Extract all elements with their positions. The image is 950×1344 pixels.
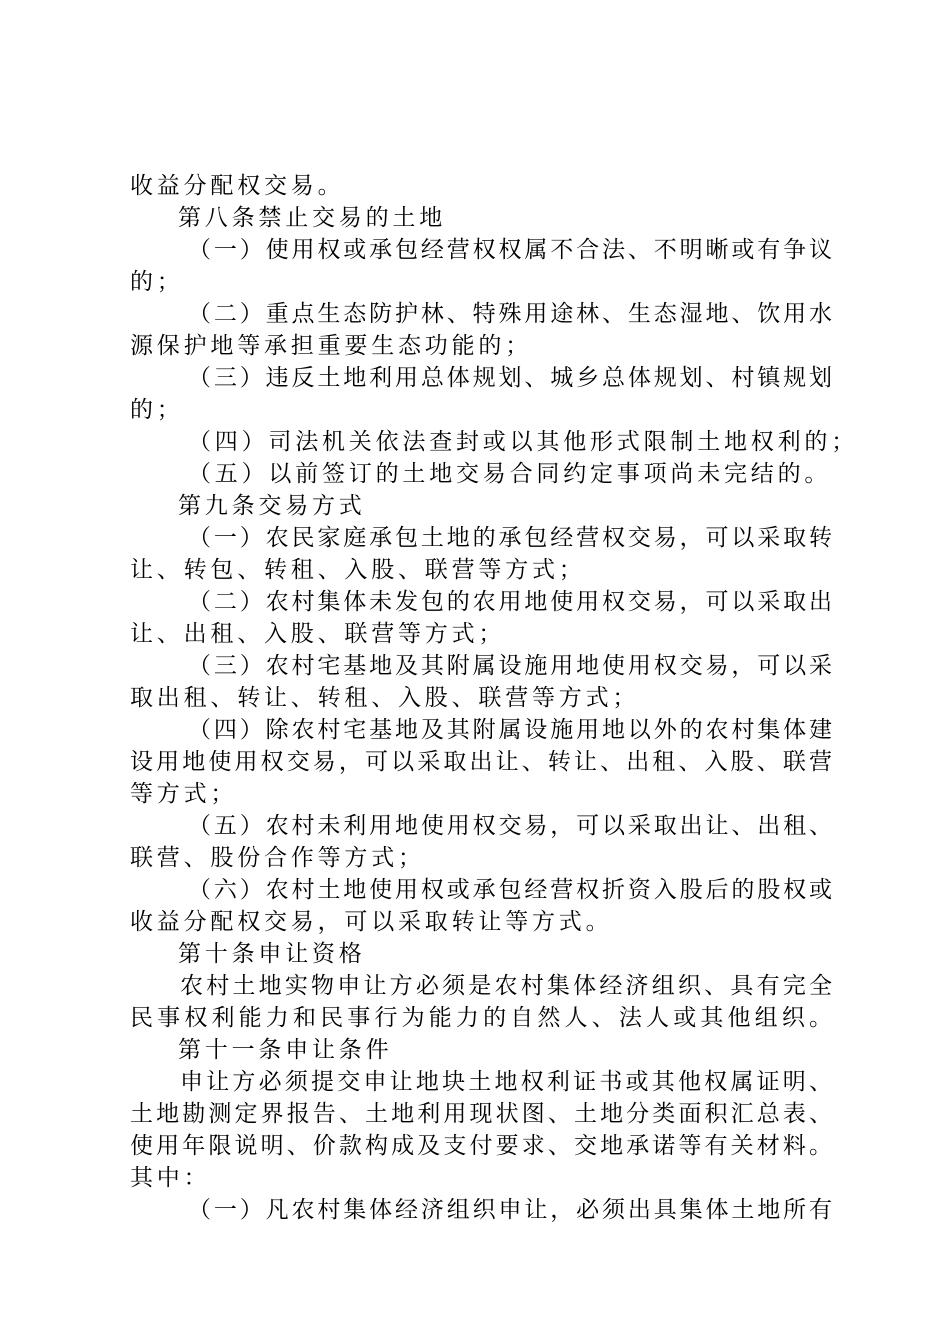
text-line: 源保护地等承担重要生态功能的； xyxy=(130,333,532,359)
text-line: （三）违反土地利用总体规划、城乡总体规划、村镇规划 xyxy=(188,365,832,391)
text-line: 的； xyxy=(130,397,184,423)
text-line: （四）除农村宅基地及其附属设施用地以外的农村集体建 xyxy=(188,717,832,743)
text-line: （六）农村土地使用权或承包经营权折资入股后的股权或 xyxy=(188,877,832,903)
text-line: 让、出租、入股、联营等方式； xyxy=(130,621,506,647)
text-line: 取出租、转让、转租、入股、联营等方式； xyxy=(130,685,640,711)
article-heading: 第八条禁止交易的土地 xyxy=(178,205,446,231)
text-line: 收益分配权交易。 xyxy=(130,173,345,199)
text-line: 收益分配权交易，可以采取转让等方式。 xyxy=(130,909,613,935)
article-heading: 第十一条申让条件 xyxy=(178,1037,393,1063)
text-line: （二）重点生态防护林、特殊用途林、生态湿地、饮用水 xyxy=(188,301,832,327)
text-line: （三）农村宅基地及其附属设施用地使用权交易，可以采 xyxy=(188,653,832,679)
text-line: 联营、股份合作等方式； xyxy=(130,845,425,871)
text-line: （一）凡农村集体经济组织申让，必须出具集体土地所有 xyxy=(188,1197,832,1223)
document-body xyxy=(130,170,858,1226)
text-line: 农村土地实物申让方必须是农村集体经济组织、具有完全 xyxy=(180,973,832,999)
text-line: （一）使用权或承包经营权权属不合法、不明晰或有争议 xyxy=(188,237,832,263)
text-line: （五）农村未利用地使用权交易，可以采取出让、出租、 xyxy=(188,813,832,839)
text-line: （二）农村集体未发包的农用地使用权交易，可以采取出 xyxy=(188,589,832,615)
text-line: 其中： xyxy=(130,1165,211,1191)
text-line: 申让方必须提交申让地块土地权利证书或其他权属证明、 xyxy=(180,1069,832,1095)
text-line: 让、转包、转租、入股、联营等方式； xyxy=(130,557,586,583)
text-line: （四）司法机关依法查封或以其他形式限制土地权利的； xyxy=(188,429,858,455)
text-line: 使用年限说明、价款构成及支付要求、交地承诺等有关材料。 xyxy=(130,1133,832,1159)
text-line: 民事权利能力和民事行为能力的自然人、法人或其他组织。 xyxy=(130,1005,832,1031)
text-line: （一）农民家庭承包土地的承包经营权交易，可以采取转 xyxy=(188,525,832,551)
text-line: （五）以前签订的土地交易合同约定事项尚未完结的。 xyxy=(188,461,832,487)
text-line: 的； xyxy=(130,269,184,295)
text-line: 设用地使用权交易，可以采取出让、转让、出租、入股、联营 xyxy=(130,749,832,775)
text-line: 等方式； xyxy=(130,781,238,807)
article-heading: 第十条申让资格 xyxy=(178,941,366,967)
article-heading: 第九条交易方式 xyxy=(178,493,366,519)
text-line: 土地勘测定界报告、土地利用现状图、土地分类面积汇总表、 xyxy=(130,1101,832,1127)
